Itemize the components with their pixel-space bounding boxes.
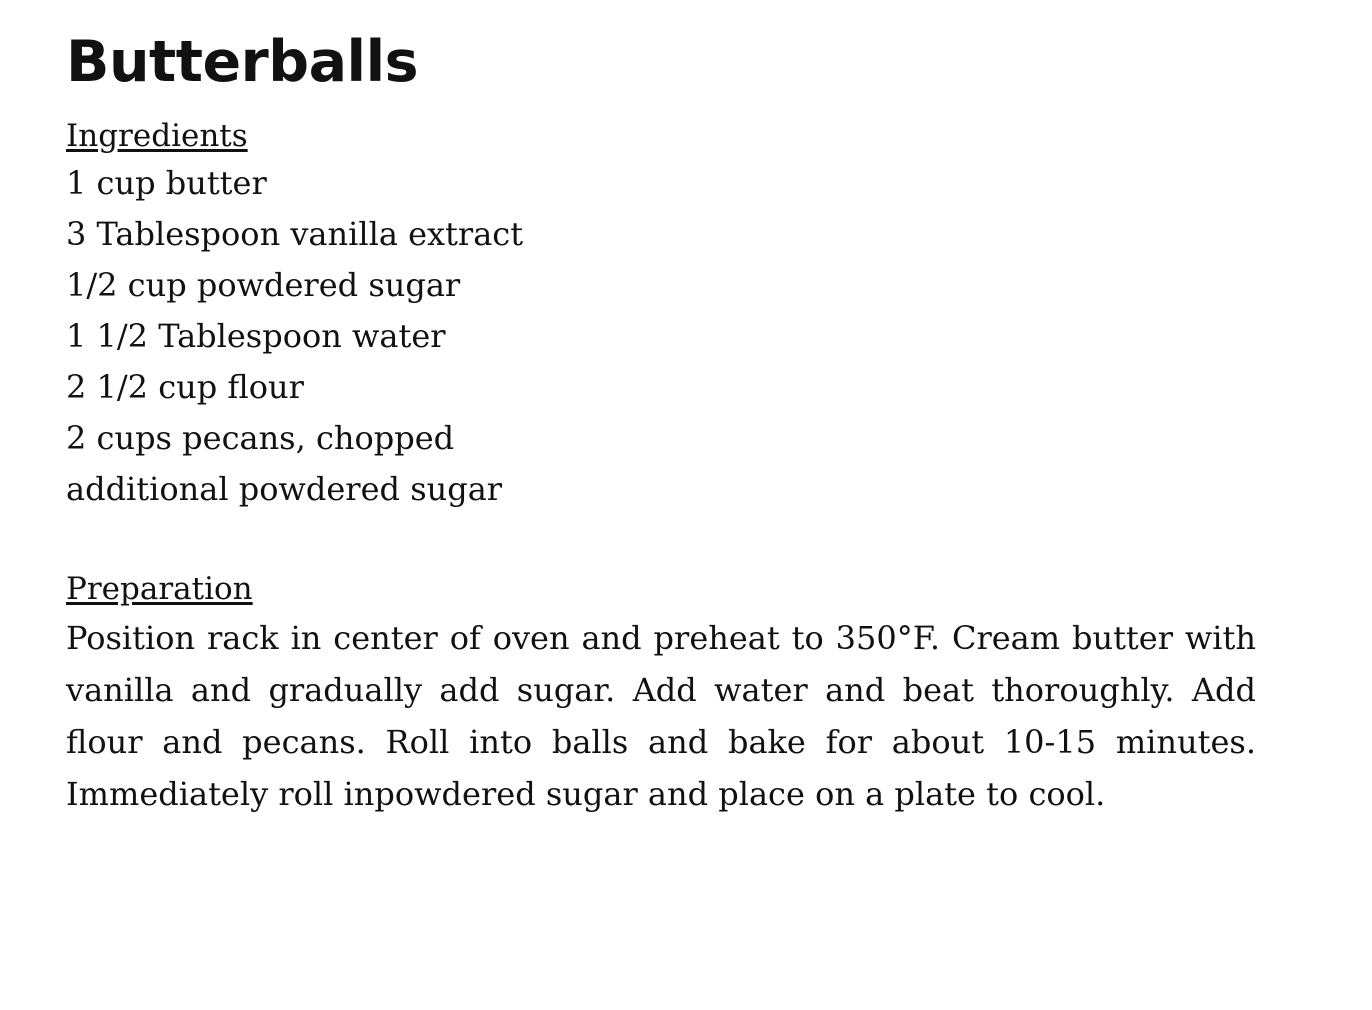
list-item: 2 1/2 cup flour xyxy=(66,368,304,407)
list-item: 1 1/2 Tablespoon water xyxy=(66,317,446,356)
list-item: 1/2 cup powdered sugar xyxy=(66,266,461,305)
list-item: 2 cups pecans, chopped xyxy=(66,419,455,458)
ingredients-heading-wrap xyxy=(66,114,1260,159)
ingredients-section xyxy=(66,114,1260,516)
ingredients-list xyxy=(66,158,1260,515)
list-item: 1 cup butter xyxy=(66,164,267,203)
ingredients-heading: Ingredients xyxy=(66,117,248,154)
list-item: additional powdered sugar xyxy=(66,470,503,509)
preparation-heading-wrap xyxy=(66,567,1260,612)
page-title: Butterballs xyxy=(66,29,419,95)
list-item: 3 Tablespoon vanilla extract xyxy=(66,215,524,254)
preparation-body: Position rack in center of oven and preheat to 350°F. Cream butter with vanilla and gradually add sugar. Add water and beat thoroughly. Add flour and pecans. Roll into balls and bake for about 10-15 minutes. Immediately roll inpowdered sugar and place on a plate to cool. xyxy=(66,619,1256,814)
preparation-heading: Preparation xyxy=(66,571,253,608)
preparation-section xyxy=(66,567,1260,820)
section-spacer xyxy=(66,515,1260,567)
